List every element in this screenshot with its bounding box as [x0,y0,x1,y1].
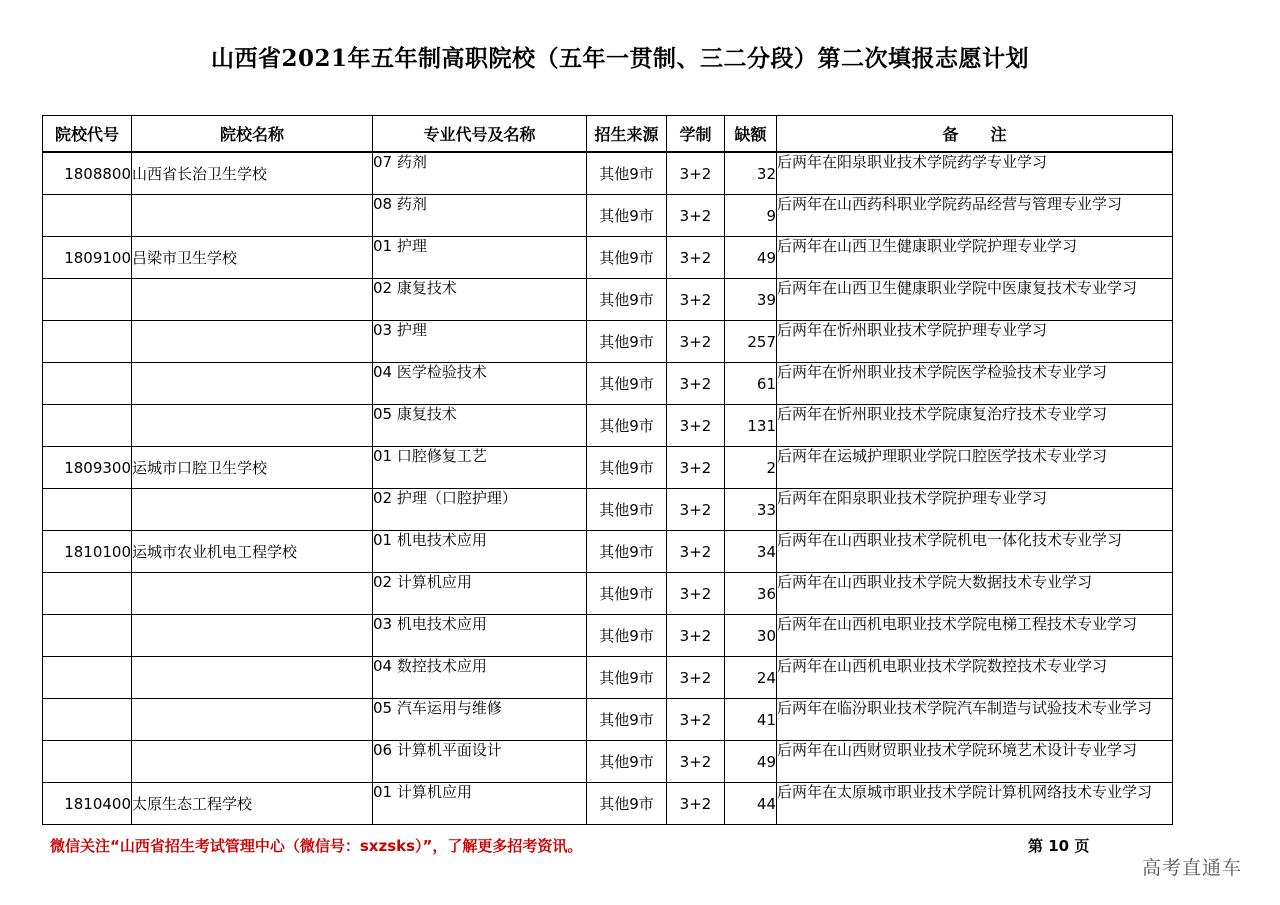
table-row [43,321,1173,363]
school-code-cell [43,615,132,657]
remark-cell: 后两年在阳泉职业技术学院护理专业学习 [777,489,1173,531]
source-cell: 其他9市 [587,321,667,363]
remark-cell: 后两年在忻州职业技术学院护理专业学习 [777,321,1173,363]
source-cell: 其他9市 [587,531,667,573]
source-cell: 其他9市 [587,657,667,699]
vacancy-cell: 34 [725,531,777,573]
remark-cell: 后两年在山西卫生健康职业学院护理专业学习 [777,237,1173,279]
source-cell: 其他9市 [587,363,667,405]
school-name-cell: 运城市农业机电工程学校 [132,531,373,573]
school-name-cell [132,615,373,657]
vacancy-cell: 24 [725,657,777,699]
remark-cell: 后两年在山西职业技术学院机电一体化技术专业学习 [777,531,1173,573]
remark-cell: 后两年在忻州职业技术学院医学检验技术专业学习 [777,363,1173,405]
length-cell: 3+2 [667,279,725,321]
school-name-cell: 山西省长治卫生学校 [132,152,373,195]
remark-cell: 后两年在山西卫生健康职业学院中医康复技术专业学习 [777,279,1173,321]
header-school-name: 院校名称 [132,116,373,153]
school-code-cell: 1810100 [43,531,132,573]
remark-cell: 后两年在太原城市职业技术学院计算机网络技术专业学习 [777,783,1173,825]
vacancy-cell: 257 [725,321,777,363]
source-cell: 其他9市 [587,573,667,615]
source-cell: 其他9市 [587,783,667,825]
school-name-cell [132,657,373,699]
remark-cell: 后两年在山西职业技术学院大数据技术专业学习 [777,573,1173,615]
school-code-cell [43,699,132,741]
major-cell: 02 计算机应用 [373,573,587,615]
enrollment-plan-table [42,115,1173,825]
table-row [43,531,1173,573]
length-cell: 3+2 [667,405,725,447]
major-cell: 05 汽车运用与维修 [373,699,587,741]
source-cell: 其他9市 [587,405,667,447]
source-cell: 其他9市 [587,447,667,489]
header-school-code: 院校代号 [43,116,132,153]
major-cell: 04 数控技术应用 [373,657,587,699]
school-code-cell [43,573,132,615]
major-cell: 07 药剂 [373,152,587,195]
school-name-cell [132,699,373,741]
major-cell: 05 康复技术 [373,405,587,447]
source-cell: 其他9市 [587,237,667,279]
school-code-cell [43,321,132,363]
table-header-row [43,116,1173,153]
header-vacancy: 缺额 [725,116,777,153]
major-cell: 02 护理（口腔护理） [373,489,587,531]
table-row [43,657,1173,699]
school-name-cell [132,195,373,237]
school-name-cell [132,489,373,531]
source-cell: 其他9市 [587,615,667,657]
source-cell: 其他9市 [587,489,667,531]
school-code-cell [43,279,132,321]
school-name-cell [132,321,373,363]
vacancy-cell: 49 [725,741,777,783]
header-remark: 备 注 [777,116,1173,153]
school-code-cell [43,489,132,531]
wechat-follow-note: 微信关注“山西省招生考试管理中心（微信号：sxzsks）”，了解更多招考资讯。 [50,837,583,855]
length-cell: 3+2 [667,363,725,405]
table-row [43,741,1173,783]
school-code-cell: 1809100 [43,237,132,279]
table-row [43,447,1173,489]
source-cell: 其他9市 [587,699,667,741]
major-cell: 01 机电技术应用 [373,531,587,573]
school-code-cell [43,741,132,783]
table-row [43,152,1173,195]
major-cell: 06 计算机平面设计 [373,741,587,783]
major-cell: 02 康复技术 [373,279,587,321]
vacancy-cell: 36 [725,573,777,615]
remark-cell: 后两年在山西药科职业学院药品经营与管理专业学习 [777,195,1173,237]
length-cell: 3+2 [667,783,725,825]
table-row [43,783,1173,825]
vacancy-cell: 30 [725,615,777,657]
vacancy-cell: 44 [725,783,777,825]
school-name-cell: 太原生态工程学校 [132,783,373,825]
remark-cell: 后两年在山西机电职业技术学院数控技术专业学习 [777,657,1173,699]
source-cell: 其他9市 [587,152,667,195]
length-cell: 3+2 [667,447,725,489]
length-cell: 3+2 [667,615,725,657]
vacancy-cell: 2 [725,447,777,489]
major-cell: 04 医学检验技术 [373,363,587,405]
vacancy-cell: 9 [725,195,777,237]
vacancy-cell: 61 [725,363,777,405]
length-cell: 3+2 [667,657,725,699]
length-cell: 3+2 [667,489,725,531]
length-cell: 3+2 [667,321,725,363]
source-cell: 其他9市 [587,741,667,783]
page-number: 第 10 页 [1028,837,1090,855]
table-row [43,573,1173,615]
table-row [43,699,1173,741]
table-row [43,237,1173,279]
source-cell: 其他9市 [587,195,667,237]
table-row [43,489,1173,531]
vacancy-cell: 131 [725,405,777,447]
remark-cell: 后两年在运城护理职业学院口腔医学技术专业学习 [777,447,1173,489]
header-length: 学制 [667,116,725,153]
page-title: 山西省2021年五年制高职院校（五年一贯制、三二分段）第二次填报志愿计划 [210,45,1029,72]
length-cell: 3+2 [667,152,725,195]
remark-cell: 后两年在山西财贸职业技术学院环境艺术设计专业学习 [777,741,1173,783]
school-code-cell: 1808800 [43,152,132,195]
school-name-cell [132,573,373,615]
major-cell: 08 药剂 [373,195,587,237]
school-code-cell: 1810400 [43,783,132,825]
watermark-text: 高考直通车 [1142,857,1243,879]
vacancy-cell: 39 [725,279,777,321]
school-name-cell [132,741,373,783]
vacancy-cell: 49 [725,237,777,279]
school-code-cell [43,657,132,699]
school-code-cell [43,195,132,237]
school-name-cell [132,279,373,321]
remark-cell: 后两年在阳泉职业技术学院药学专业学习 [777,152,1173,195]
remark-cell: 后两年在山西机电职业技术学院电梯工程技术专业学习 [777,615,1173,657]
table-row [43,279,1173,321]
major-cell: 01 护理 [373,237,587,279]
length-cell: 3+2 [667,531,725,573]
table-row [43,363,1173,405]
school-name-cell: 吕梁市卫生学校 [132,237,373,279]
table-row [43,195,1173,237]
school-name-cell [132,405,373,447]
school-code-cell: 1809300 [43,447,132,489]
remark-cell: 后两年在忻州职业技术学院康复治疗技术专业学习 [777,405,1173,447]
school-name-cell [132,363,373,405]
school-name-cell: 运城市口腔卫生学校 [132,447,373,489]
major-cell: 01 计算机应用 [373,783,587,825]
length-cell: 3+2 [667,237,725,279]
table-body [43,152,1173,825]
school-code-cell [43,405,132,447]
vacancy-cell: 41 [725,699,777,741]
vacancy-cell: 33 [725,489,777,531]
school-code-cell [43,363,132,405]
major-cell: 03 机电技术应用 [373,615,587,657]
length-cell: 3+2 [667,573,725,615]
length-cell: 3+2 [667,699,725,741]
major-cell: 03 护理 [373,321,587,363]
source-cell: 其他9市 [587,279,667,321]
table-row [43,615,1173,657]
header-major: 专业代号及名称 [373,116,587,153]
remark-cell: 后两年在临汾职业技术学院汽车制造与试验技术专业学习 [777,699,1173,741]
table-row [43,405,1173,447]
length-cell: 3+2 [667,195,725,237]
major-cell: 01 口腔修复工艺 [373,447,587,489]
vacancy-cell: 32 [725,152,777,195]
length-cell: 3+2 [667,741,725,783]
header-source: 招生来源 [587,116,667,153]
